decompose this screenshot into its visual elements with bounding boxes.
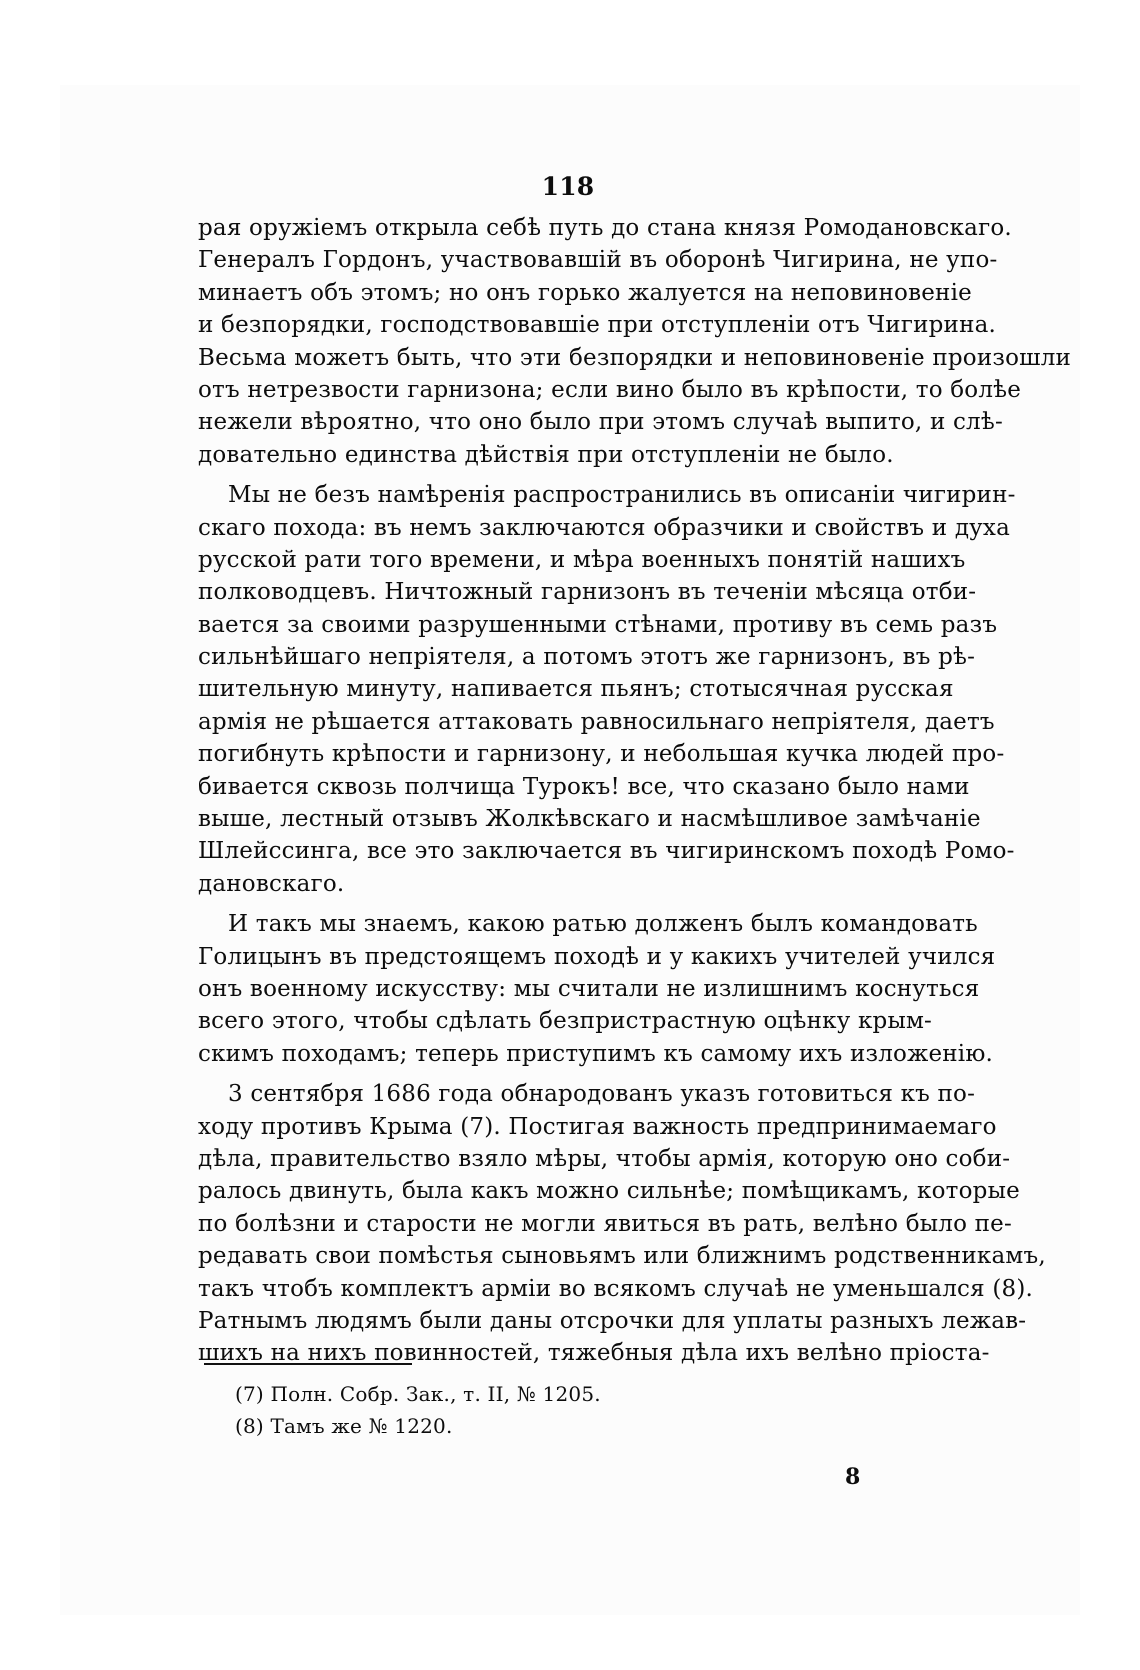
body-text	[198, 212, 1072, 1370]
text-line: полководцевъ. Ничтожный гарнизонъ въ теченіи мѣсяца отби-	[198, 579, 977, 606]
paragraph-gap	[198, 471, 923, 479]
paragraph	[198, 908, 996, 1070]
text-line: минаетъ объ этомъ; но онъ горько жалуется на неповиновеніе	[198, 279, 972, 306]
text-line: такъ чтобъ комплектъ арміи во всякомъ случаѣ не уменьшался (8).	[198, 1275, 1034, 1302]
text-line: отъ нетрезвости гарнизона; если вино было въ крѣпости, то болѣе	[198, 376, 1022, 403]
text-line: Мы не безъ намѣренія распространились въ описаніи чигирин-	[228, 482, 1016, 509]
text-line: сильнѣйшаго непріятеля, а потомъ этотъ же гарнизонъ, въ рѣ-	[198, 644, 976, 671]
text-line: нежели вѣроятно, что оно было при этомъ случаѣ выпито, и слѣ-	[198, 409, 1003, 436]
text-line: И такъ мы знаемъ, какою ратью долженъ былъ командовать	[228, 911, 978, 938]
page-number: 118	[541, 172, 595, 201]
text-line: Генералъ Гордонъ, участвовавшій въ оборонѣ Чигирина, не упо-	[198, 247, 998, 274]
text-line: Голицынъ въ предстоящемъ походѣ и у какихъ учителей учился	[198, 943, 996, 970]
text-line: выше, лестный отзывъ Жолкѣвскаго и насмѣшливое замѣчаніе	[198, 806, 981, 833]
footnote-rule	[204, 1363, 412, 1365]
text-line: и безпорядки, господствовавшіе при отступленіи отъ Чигирина.	[198, 312, 997, 339]
text-line: Весьма можетъ быть, что эти безпорядки и неповиновеніе произошли	[198, 344, 1072, 371]
text-line: рая оружіемъ открыла себѣ путь до стана князя Ромодановскаго.	[198, 215, 1012, 241]
paragraph-gap	[198, 900, 923, 908]
text-line: скаго похода: въ немъ заключаются образчики и свойствъ и духа	[198, 514, 1011, 541]
text-line: скимъ походамъ; теперь приступимъ къ самому ихъ изложенію.	[198, 1040, 994, 1067]
text-line: ралось двинуть, была какъ можно сильнѣе; помѣщикамъ, которые	[198, 1178, 1020, 1205]
footnote-8: (8) Тамъ же № 1220.	[235, 1414, 453, 1438]
footnotes	[235, 1378, 601, 1442]
text-line: бивается сквозь полчища Турокъ! все, что сказано было нами	[198, 773, 970, 800]
signature-mark: 8	[845, 1464, 861, 1490]
text-line: довательно единства дѣйствія при отступленіи не было.	[198, 441, 894, 468]
text-line: Ратнымъ людямъ были даны отсрочки для уплаты разныхъ лежав-	[198, 1307, 1027, 1334]
text-line: шительную минуту, напивается пьянъ; стотысячная русская	[198, 676, 954, 703]
text-line: 3 сентября 1686 года обнародованъ указъ готовиться къ по-	[228, 1081, 976, 1108]
paragraph-gap	[198, 1070, 923, 1078]
text-line: дановскаго.	[198, 870, 345, 897]
paragraph	[198, 212, 1072, 471]
text-line: Шлейссинга, все это заключается въ чигиринскомъ походѣ Ромо-	[198, 838, 1015, 865]
text-line: по болѣзни и старости не могли явиться въ рать, велѣно было пе-	[198, 1210, 1012, 1237]
text-line: вается за своими разрушенными стѣнами, противу въ семь разъ	[198, 611, 998, 638]
text-line: всего этого, чтобы сдѣлать безпристрастную оцѣнку крым-	[198, 1008, 933, 1035]
paragraph	[198, 1078, 1046, 1370]
text-line: редавать свои помѣстья сыновьямъ или ближнимъ родственникамъ,	[198, 1243, 1046, 1270]
text-line: онъ военному искусству: мы считали не излишнимъ коснуться	[198, 975, 980, 1002]
paragraph	[198, 479, 1016, 900]
text-line: армія не рѣшается аттаковать равносильнаго непріятеля, даетъ	[198, 708, 995, 735]
footnote-7: (7) Полн. Собр. Зак., т. II, № 1205.	[235, 1382, 601, 1406]
text-line: шихъ на нихъ повинностей, тяжебныя дѣла ихъ велѣно пріоста-	[198, 1340, 990, 1367]
text-line: ходу противъ Крыма (7). Постигая важность предпринимаемаго	[198, 1113, 997, 1140]
text-line: погибнуть крѣпости и гарнизону, и небольшая кучка людей про-	[198, 741, 1005, 768]
text-line: русской рати того времени, и мѣра военныхъ понятій нашихъ	[198, 546, 966, 573]
text-line: дѣла, правительство взяло мѣры, чтобы армія, которую оно соби-	[198, 1145, 1011, 1172]
